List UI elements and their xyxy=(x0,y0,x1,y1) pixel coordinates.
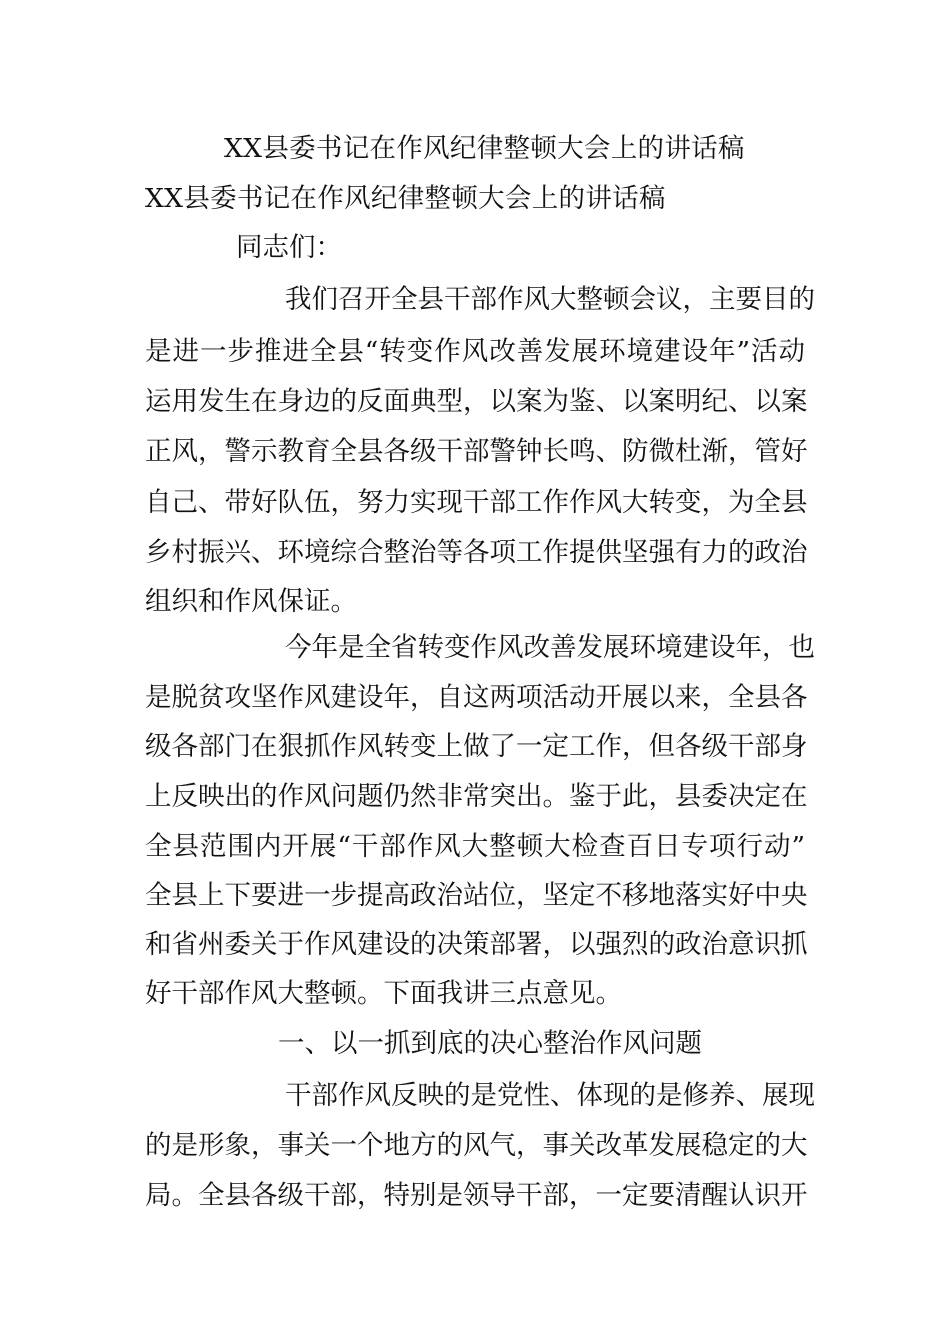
paragraph-1-line: 是进一步推进全县“转变作风改善发展环境建设年”活动 xyxy=(145,336,805,367)
paragraph-1-line: 正风，警示教育全县各级干部警钟长鸣、防微杜渐，管好 xyxy=(145,436,808,467)
paragraph-3-line: 干部作风反映的是党性、体现的是修养、展现 xyxy=(285,1080,815,1111)
paragraph-2-line: 全县范围内开展“干部作风大整顿大检查百日专项行动” xyxy=(145,831,805,862)
paragraph-3-line: 的是形象，事关一个地方的风气，事关改革发展稳定的大 xyxy=(145,1130,808,1161)
paragraph-2-line: 好干部作风大整顿。下面我讲三点意见。 xyxy=(145,978,622,1009)
paragraph-2-line: 级各部门在狠抓作风转变上做了一定工作，但各级干部身 xyxy=(145,731,808,762)
paragraph-1-line: 乡村振兴、环境综合整治等各项工作提供坚强有力的政治 xyxy=(145,537,808,568)
document-subtitle: XX县委书记在作风纪律整顿大会上的讲话稿 xyxy=(145,183,666,214)
section-heading: 一、以一抓到底的决心整治作风问题 xyxy=(278,1028,702,1059)
paragraph-1-line: 运用发生在身边的反面典型，以案为鉴、以案明纪、以案 xyxy=(145,386,808,417)
paragraph-2-line: 是脱贫攻坚作风建设年，自这两项活动开展以来，全县各 xyxy=(145,682,808,713)
paragraph-1-line: 组织和作风保证。 xyxy=(145,586,357,617)
paragraph-2-line: 今年是全省转变作风改善发展环境建设年，也 xyxy=(285,632,815,663)
document-title: XX县委书记在作风纪律整顿大会上的讲话稿 xyxy=(224,133,745,164)
paragraph-2-line: 和省州委关于作风建设的决策部署，以强烈的政治意识抓 xyxy=(145,929,808,960)
paragraph-3-line: 局。全县各级干部，特别是领导干部，一定要清醒认识开 xyxy=(145,1180,808,1211)
paragraph-2-line: 上反映出的作风问题仍然非常突出。鉴于此，县委决定在 xyxy=(145,781,808,812)
paragraph-1-line: 自己、带好队伍，努力实现干部工作作风大转变，为全县 xyxy=(145,487,808,518)
salutation: 同志们： xyxy=(236,232,342,263)
paragraph-2-line: 全县上下要进一步提高政治站位，坚定不移地落实好中央 xyxy=(145,880,808,911)
paragraph-1-line: 我们召开全县干部作风大整顿会议，主要目的 xyxy=(285,284,815,315)
